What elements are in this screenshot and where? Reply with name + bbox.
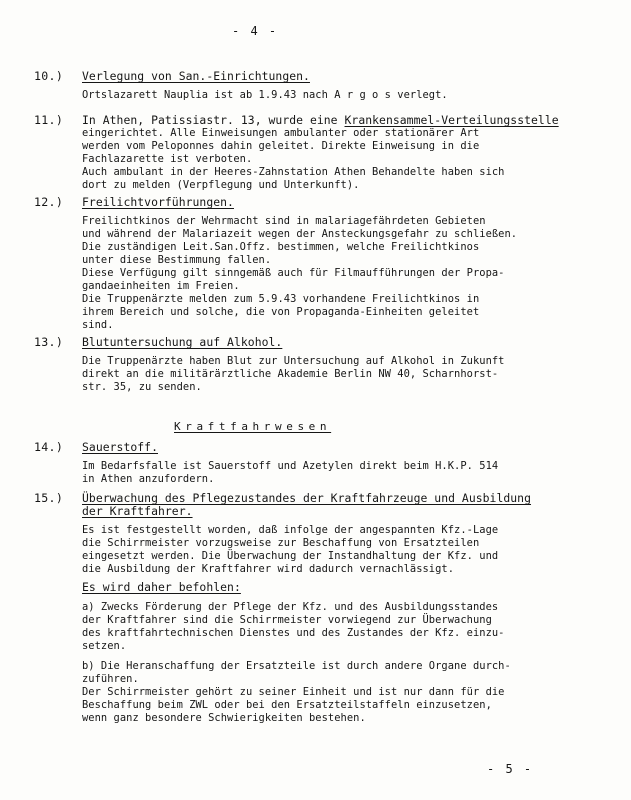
section-14-number: 14.): [34, 440, 64, 454]
section-12-line: und während der Malariazeit wegen der Ansteckungsgefahr zu schließen.: [82, 228, 518, 240]
section-15-heading: Überwachung des Pflegezustandes der Kraftfahrzeuge und Ausbildung: [82, 491, 532, 505]
section-11-line: eingerichtet. Alle Einweisungen ambulanter oder stationärer Art: [82, 127, 480, 139]
section-13-line: direkt an die militärärztliche Akademie Berlin NW 40, Scharnhorst-: [82, 368, 499, 380]
order-a-line: a) Zwecks Förderung der Pflege der Kfz. und des Ausbildungsstandes: [82, 601, 499, 613]
section-14-line: Im Bedarfsfalle ist Sauerstoff und Azetylen direkt beim H.K.P. 514: [82, 460, 499, 472]
order-b-line: wenn ganz besondere Schwierigkeiten bestehen.: [82, 712, 366, 724]
order-heading: Es wird daher befohlen:: [82, 580, 241, 594]
order-b-line: b) Die Heranschaffung der Ersatzteile ist durch andere Organe durch-: [82, 660, 511, 672]
section-12-line: Die zuständigen Leit.San.Offz. bestimmen, welche Freilichtkinos: [82, 241, 480, 253]
section-10-line: Ortslazarett Nauplia ist ab 1.9.43 nach A r g o s verlegt.: [82, 89, 448, 101]
section-12-line: unter diese Bestimmung fallen.: [82, 254, 272, 266]
section-12-line: ihrem Bereich und solche, die von Propaganda-Einheiten geleitet: [82, 306, 480, 318]
section-12-line: sind.: [82, 319, 114, 331]
section-12-line: Diese Verfügung gilt sinngemäß auch für Filmaufführungen der Propa-: [82, 267, 505, 279]
section-10-number: 10.): [34, 69, 64, 83]
section-11-number: 11.): [34, 113, 64, 127]
section-12-line: Freilichtkinos der Wehrmacht sind in malariagefährdeten Gebieten: [82, 215, 486, 227]
kraftfahrwesen-heading: Kraftfahrwesen: [174, 420, 332, 433]
section-15-heading-line2: der Kraftfahrer.: [82, 504, 193, 518]
section-15-line: eingesetzt werden. Die Überwachung der Instandhaltung der Kfz. und: [82, 550, 499, 562]
section-15-number: 15.): [34, 491, 64, 505]
page-number-bottom: - 5 -: [487, 762, 534, 776]
order-a-line: der Kraftfahrer sind die Schirrmeister vorwiegend zur Überwachung: [82, 614, 492, 626]
section-15-line: die Ausbildung der Kraftfahrer wird dadurch vernachlässigt.: [82, 563, 455, 575]
section-13-line: Die Truppenärzte haben Blut zur Untersuchung auf Alkohol in Zukunft: [82, 355, 505, 367]
section-11-heading-underlined: Krankensammel-Verteilungsstelle: [344, 113, 559, 127]
section-13-heading: Blutuntersuchung auf Alkohol.: [82, 335, 283, 349]
section-11-heading-prefix: In Athen, Patissiastr. 13, wurde eine: [82, 113, 345, 127]
section-11-line: dort zu melden (Verpflegung und Unterkunft).: [82, 179, 360, 191]
section-10-heading: Verlegung von San.-Einrichtungen.: [82, 69, 310, 83]
section-11-heading: [82, 114, 559, 127]
order-a-line: setzen.: [82, 640, 127, 652]
section-12-line: Die Truppenärzte melden zum 5.9.43 vorhandene Freilichtkinos in: [82, 293, 480, 305]
order-b-line: Der Schirrmeister gehört zu seiner Einheit und ist nur dann für die: [82, 686, 505, 698]
section-12-number: 12.): [34, 195, 64, 209]
section-13-number: 13.): [34, 335, 64, 349]
section-12-heading: Freilichtvorführungen.: [82, 195, 234, 209]
section-11-line: Auch ambulant in der Heeres-Zahnstation Athen Behandelte haben sich: [82, 166, 505, 178]
section-13-line: str. 35, zu senden.: [82, 381, 202, 393]
order-a-line: des kraftfahrtechnischen Dienstes und des Zustandes der Kfz. einzu-: [82, 627, 505, 639]
section-14-heading: Sauerstoff.: [82, 440, 158, 454]
section-14-line: in Athen anzufordern.: [82, 473, 215, 485]
section-15-line: Es ist festgestellt worden, daß infolge der angespannten Kfz.-Lage: [82, 524, 499, 536]
section-15-line: die Schirrmeister vorzugsweise zur Beschaffung von Ersatzteilen: [82, 537, 480, 549]
section-11-line: Fachlazarette ist verboten.: [82, 153, 253, 165]
order-b-line: Beschaffung beim ZWL oder bei den Ersatzteilstaffeln einzusetzen,: [82, 699, 492, 711]
section-12-line: gandaeinheiten im Freien.: [82, 280, 240, 292]
page-number-top: - 4 -: [232, 24, 279, 38]
order-b-line: zuführen.: [82, 673, 139, 685]
section-11-line: werden vom Peloponnes dahin geleitet. Direkte Einweisung in die: [82, 140, 480, 152]
